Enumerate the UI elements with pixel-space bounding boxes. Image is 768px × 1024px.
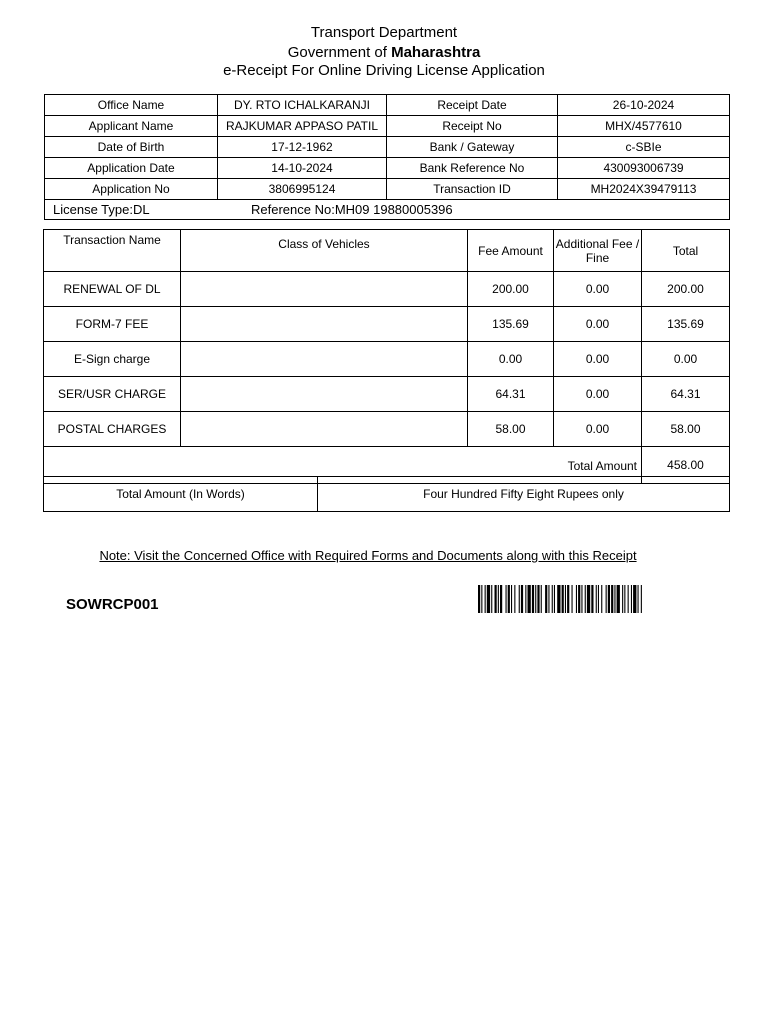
fee-total: 200.00 [642,272,730,307]
words-row [44,477,730,512]
fee-name: FORM-7 FEE [44,307,181,342]
info-row [45,116,730,137]
department-title: Transport Department [310,24,458,41]
license-type: License Type:DL [53,202,150,217]
fee-row [44,412,730,447]
fee-total: 135.69 [642,307,730,342]
info-value: DY. RTO ICHALKARANJI [218,95,387,116]
info-row [45,179,730,200]
fee-additional: 0.00 [554,272,642,307]
info-value: 17-12-1962 [218,137,387,158]
fee-name: RENEWAL OF DL [44,272,181,307]
fee-total: 64.31 [642,377,730,412]
fee-name: POSTAL CHARGES [44,412,181,447]
total-label: Total Amount [44,447,642,484]
fee-amount: 200.00 [468,272,554,307]
receipt-note: Note: Visit the Concerned Office with Required Forms and Documents along with this Receipt [99,548,637,563]
barcode [478,585,720,613]
col-header-additional: Additional Fee / Fine [554,230,642,272]
col-header-total: Total [642,230,730,272]
total-value: 458.00 [642,447,730,484]
applicant-info-table [44,94,730,220]
fee-amount: 58.00 [468,412,554,447]
info-row [45,95,730,116]
info-label: Bank Reference No [387,158,558,179]
fee-class [181,377,468,412]
amount-in-words-table [43,476,730,512]
info-value: MH2024X39479113 [558,179,730,200]
col-header-fee: Fee Amount [468,230,554,272]
info-label: Bank / Gateway [387,137,558,158]
reference-number: Reference No:MH09 19880005396 [251,202,453,217]
fee-header-row [44,230,730,272]
government-prefix: Government of [287,44,387,61]
fee-class [181,412,468,447]
info-label: Date of Birth [45,137,218,158]
fee-table [43,229,730,484]
fee-additional: 0.00 [554,307,642,342]
fee-total: 0.00 [642,342,730,377]
info-value: 3806995124 [218,179,387,200]
fee-amount: 0.00 [468,342,554,377]
info-value: 26-10-2024 [558,95,730,116]
license-cell [45,200,730,220]
info-value: 430093006739 [558,158,730,179]
receipt-title: e-Receipt For Online Driving License Application [223,62,545,79]
fee-additional: 0.00 [554,342,642,377]
info-label: Applicant Name [45,116,218,137]
fee-amount: 135.69 [468,307,554,342]
words-label: Total Amount (In Words) [44,477,318,512]
info-value: c-SBIe [558,137,730,158]
info-row [45,137,730,158]
license-row [45,200,730,220]
info-label: Receipt Date [387,95,558,116]
fee-class [181,342,468,377]
fee-name: SER/USR CHARGE [44,377,181,412]
info-label: Office Name [45,95,218,116]
fee-row [44,307,730,342]
fee-row [44,342,730,377]
words-value: Four Hundred Fifty Eight Rupees only [318,477,730,512]
info-value: MHX/4577610 [558,116,730,137]
fee-total: 58.00 [642,412,730,447]
fee-additional: 0.00 [554,377,642,412]
fee-row [44,377,730,412]
fee-row [44,272,730,307]
government-line [0,44,768,61]
info-value: RAJKUMAR APPASO PATIL [218,116,387,137]
info-label: Receipt No [387,116,558,137]
info-value: 14-10-2024 [218,158,387,179]
fee-class [181,307,468,342]
info-label: Application Date [45,158,218,179]
info-label: Transaction ID [387,179,558,200]
info-label: Application No [45,179,218,200]
col-header-class: Class of Vehicles [181,230,468,272]
fee-additional: 0.00 [554,412,642,447]
receipt-code: SOWRCP001 [66,596,159,613]
state-name: Maharashtra [391,44,481,61]
info-row [45,158,730,179]
fee-name: E-Sign charge [44,342,181,377]
fee-amount: 64.31 [468,377,554,412]
col-header-transaction: Transaction Name [44,230,181,272]
fee-class [181,272,468,307]
